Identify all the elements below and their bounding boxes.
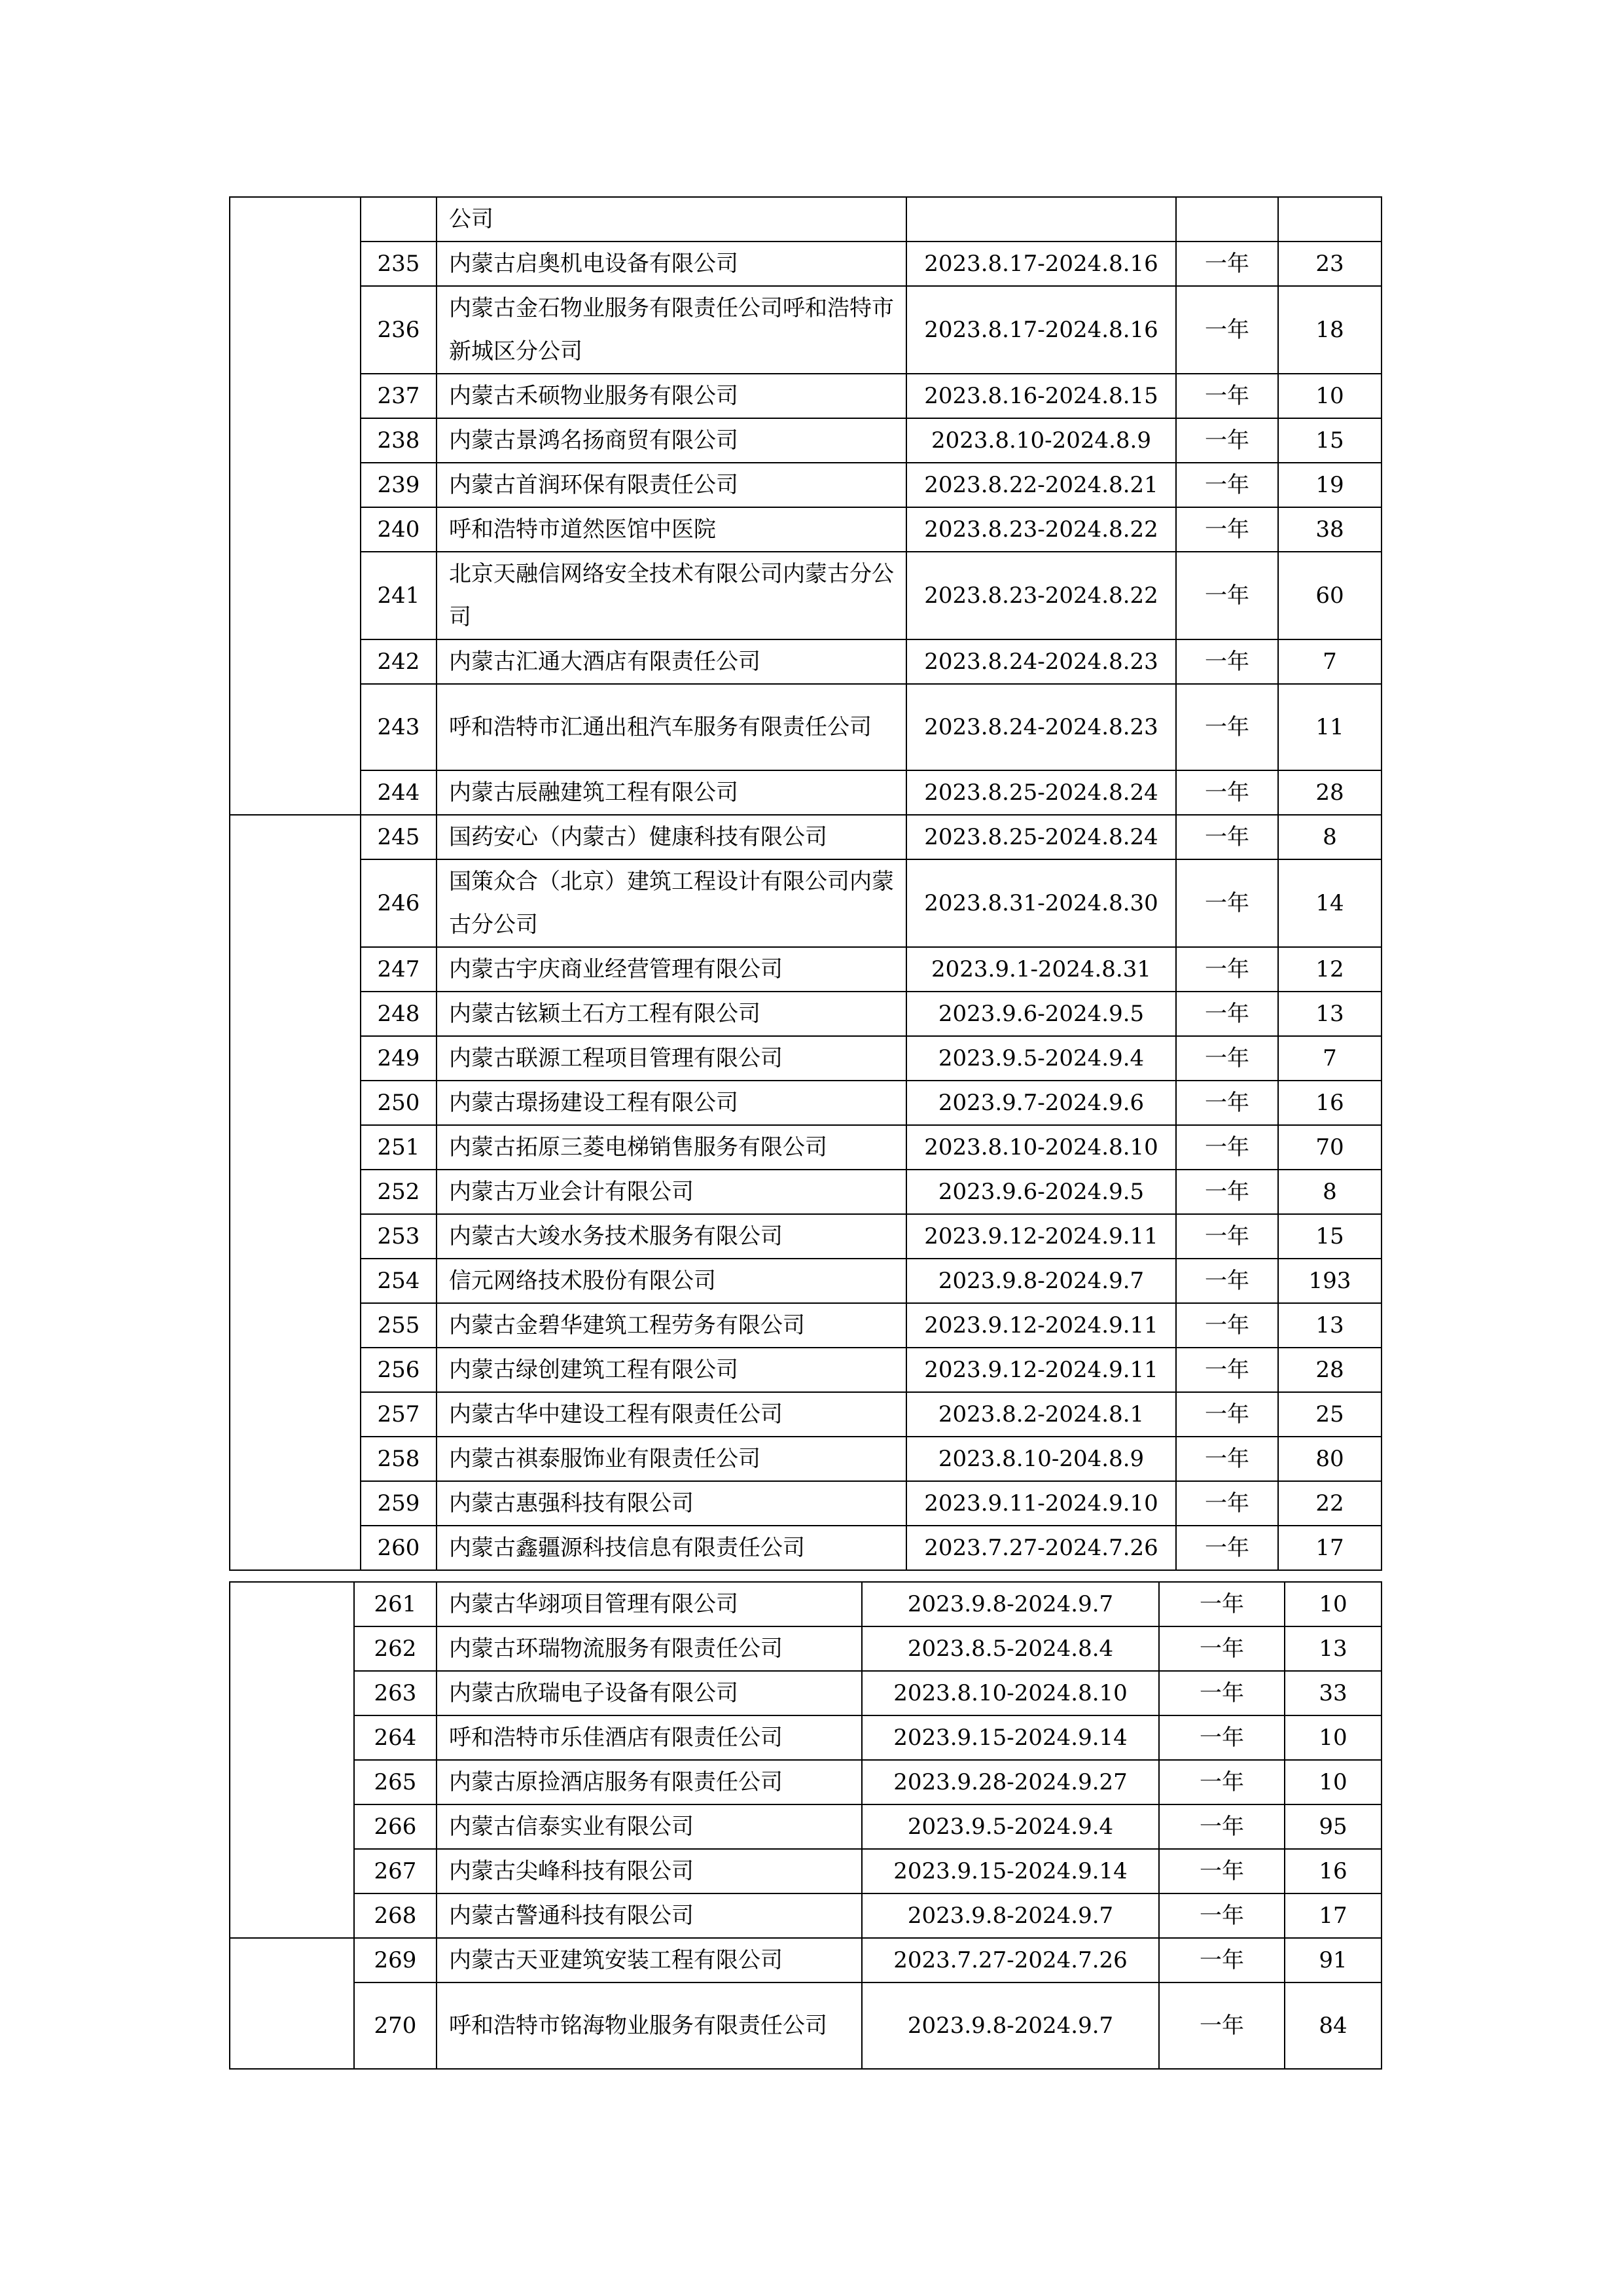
row-number: 249: [361, 1036, 437, 1081]
company-name: 内蒙古华中建设工程有限责任公司: [437, 1392, 906, 1437]
validity-period: 2023.8.10-2024.8.10: [862, 1671, 1159, 1715]
headcount: 28: [1278, 1348, 1382, 1392]
headcount: 7: [1278, 1036, 1382, 1081]
term: 一年: [1176, 1125, 1278, 1170]
company-name: 内蒙古尖峰科技有限公司: [437, 1849, 862, 1893]
company-name: 内蒙古绿创建筑工程有限公司: [437, 1348, 906, 1392]
row-number: 262: [354, 1626, 437, 1671]
term: 一年: [1176, 286, 1278, 374]
headcount: 16: [1278, 1081, 1382, 1125]
row-number: 253: [361, 1214, 437, 1259]
row-number: 254: [361, 1259, 437, 1303]
company-name: 内蒙古大竣水务技术服务有限公司: [437, 1214, 906, 1259]
headcount: 7: [1278, 639, 1382, 684]
term: 一年: [1176, 507, 1278, 552]
row-number: 265: [354, 1760, 437, 1804]
validity-period: 2023.9.5-2024.9.4: [906, 1036, 1176, 1081]
company-name: 内蒙古景鸿名扬商贸有限公司: [437, 418, 906, 463]
headcount: 17: [1278, 1526, 1382, 1570]
table-row: [230, 1626, 1382, 1671]
validity-period: 2023.8.17-2024.8.16: [906, 242, 1176, 286]
table-row: [230, 374, 1382, 418]
company-name: 内蒙古启奥机电设备有限公司: [437, 242, 906, 286]
table-row: [230, 1938, 1382, 1982]
term: 一年: [1176, 947, 1278, 992]
enterprise-table-2: [229, 1581, 1382, 2070]
headcount: 12: [1278, 947, 1382, 992]
headcount: [1278, 197, 1382, 242]
headcount: 13: [1278, 992, 1382, 1036]
validity-period: 2023.9.8-2024.9.7: [906, 1259, 1176, 1303]
company-name: 呼和浩特市汇通出租汽车服务有限责任公司: [437, 684, 906, 770]
validity-period: 2023.9.1-2024.8.31: [906, 947, 1176, 992]
validity-period: 2023.9.12-2024.9.11: [906, 1214, 1176, 1259]
headcount: 17: [1285, 1893, 1382, 1938]
company-name: 内蒙古华翊项目管理有限公司: [437, 1582, 862, 1626]
term: 一年: [1159, 1849, 1285, 1893]
table-row: [230, 1170, 1382, 1214]
row-number: 241: [361, 552, 437, 639]
validity-period: 2023.8.23-2024.8.22: [906, 552, 1176, 639]
company-name: 内蒙古天亚建筑安装工程有限公司: [437, 1938, 862, 1982]
row-number: 237: [361, 374, 437, 418]
validity-period: [906, 197, 1176, 242]
row-number: 245: [361, 815, 437, 859]
validity-period: 2023.9.5-2024.9.4: [862, 1804, 1159, 1849]
row-number: 264: [354, 1715, 437, 1760]
row-number: 248: [361, 992, 437, 1036]
table-row: [230, 1259, 1382, 1303]
company-name: 呼和浩特市道然医馆中医院: [437, 507, 906, 552]
table-row: [230, 1582, 1382, 1626]
table-row: [230, 639, 1382, 684]
term: 一年: [1176, 1259, 1278, 1303]
row-number: 250: [361, 1081, 437, 1125]
term: 一年: [1176, 1392, 1278, 1437]
row-number: 269: [354, 1938, 437, 1982]
table-row: [230, 1392, 1382, 1437]
table-row: [230, 1982, 1382, 2069]
term: 一年: [1159, 1982, 1285, 2069]
headcount: 18: [1278, 286, 1382, 374]
row-number: 243: [361, 684, 437, 770]
headcount: 8: [1278, 815, 1382, 859]
headcount: 10: [1285, 1760, 1382, 1804]
company-name: 内蒙古拓原三菱电梯销售服务有限公司: [437, 1125, 906, 1170]
row-number: 260: [361, 1526, 437, 1570]
headcount: 10: [1285, 1715, 1382, 1760]
term: 一年: [1159, 1938, 1285, 1982]
table-row: [230, 1804, 1382, 1849]
term: 一年: [1176, 1481, 1278, 1526]
table-row: [230, 684, 1382, 770]
row-number: 259: [361, 1481, 437, 1526]
validity-period: 2023.8.10-2024.8.9: [906, 418, 1176, 463]
validity-period: 2023.8.17-2024.8.16: [906, 286, 1176, 374]
company-name: 内蒙古金石物业服务有限责任公司呼和浩特市新城区分公司: [437, 286, 906, 374]
table-row: [230, 947, 1382, 992]
validity-period: 2023.7.27-2024.7.26: [862, 1938, 1159, 1982]
headcount: 22: [1278, 1481, 1382, 1526]
term: 一年: [1176, 1170, 1278, 1214]
row-number: 266: [354, 1804, 437, 1849]
group-cell: [230, 197, 361, 815]
term: 一年: [1176, 1036, 1278, 1081]
company-name: 内蒙古欣瑞电子设备有限公司: [437, 1671, 862, 1715]
validity-period: 2023.9.8-2024.9.7: [862, 1982, 1159, 2069]
table-row: [230, 1481, 1382, 1526]
term: 一年: [1176, 859, 1278, 947]
company-name: 内蒙古金碧华建筑工程劳务有限公司: [437, 1303, 906, 1348]
validity-period: 2023.9.6-2024.9.5: [906, 992, 1176, 1036]
term: 一年: [1176, 418, 1278, 463]
headcount: 15: [1278, 418, 1382, 463]
table-row: [230, 1437, 1382, 1481]
row-number: 261: [354, 1582, 437, 1626]
group-cell: [230, 1582, 354, 1938]
table-row: [230, 992, 1382, 1036]
table-row: [230, 197, 1382, 242]
validity-period: 2023.9.8-2024.9.7: [862, 1582, 1159, 1626]
headcount: 10: [1278, 374, 1382, 418]
company-name: 内蒙古首润环保有限责任公司: [437, 463, 906, 507]
table-row: [230, 1081, 1382, 1125]
company-name: 公司: [437, 197, 906, 242]
company-name: 内蒙古祺泰服饰业有限责任公司: [437, 1437, 906, 1481]
headcount: 23: [1278, 242, 1382, 286]
headcount: 16: [1285, 1849, 1382, 1893]
table-row: [230, 418, 1382, 463]
table-row: [230, 242, 1382, 286]
headcount: 10: [1285, 1582, 1382, 1626]
row-number: 268: [354, 1893, 437, 1938]
term: 一年: [1176, 1081, 1278, 1125]
validity-period: 2023.9.6-2024.9.5: [906, 1170, 1176, 1214]
validity-period: 2023.9.15-2024.9.14: [862, 1715, 1159, 1760]
table-row: [230, 1214, 1382, 1259]
table-row: [230, 1036, 1382, 1081]
term: 一年: [1176, 1348, 1278, 1392]
company-name: 内蒙古万业会计有限公司: [437, 1170, 906, 1214]
validity-period: 2023.9.7-2024.9.6: [906, 1081, 1176, 1125]
validity-period: 2023.8.2-2024.8.1: [906, 1392, 1176, 1437]
company-name: 内蒙古警通科技有限公司: [437, 1893, 862, 1938]
row-number: 246: [361, 859, 437, 947]
table-row: [230, 1526, 1382, 1570]
validity-period: 2023.9.15-2024.9.14: [862, 1849, 1159, 1893]
table-row: [230, 1125, 1382, 1170]
term: 一年: [1159, 1760, 1285, 1804]
table-row: [230, 1893, 1382, 1938]
term: [1176, 197, 1278, 242]
validity-period: 2023.9.8-2024.9.7: [862, 1893, 1159, 1938]
company-name: 内蒙古信泰实业有限公司: [437, 1804, 862, 1849]
headcount: 13: [1278, 1303, 1382, 1348]
row-number: 244: [361, 770, 437, 815]
company-name: 内蒙古原捡酒店服务有限责任公司: [437, 1760, 862, 1804]
term: 一年: [1176, 992, 1278, 1036]
validity-period: 2023.8.22-2024.8.21: [906, 463, 1176, 507]
term: 一年: [1176, 374, 1278, 418]
row-number: [361, 197, 437, 242]
company-name: 呼和浩特市乐佳酒店有限责任公司: [437, 1715, 862, 1760]
row-number: 242: [361, 639, 437, 684]
term: 一年: [1159, 1626, 1285, 1671]
headcount: 25: [1278, 1392, 1382, 1437]
headcount: 15: [1278, 1214, 1382, 1259]
table-row: [230, 1715, 1382, 1760]
row-number: 256: [361, 1348, 437, 1392]
row-number: 251: [361, 1125, 437, 1170]
company-name: 内蒙古鑫疆源科技信息有限责任公司: [437, 1526, 906, 1570]
term: 一年: [1176, 1437, 1278, 1481]
table-row: [230, 815, 1382, 859]
headcount: 84: [1285, 1982, 1382, 2069]
validity-period: 2023.8.23-2024.8.22: [906, 507, 1176, 552]
row-number: 236: [361, 286, 437, 374]
row-number: 239: [361, 463, 437, 507]
group-cell: [230, 1938, 354, 2069]
company-name: 内蒙古辰融建筑工程有限公司: [437, 770, 906, 815]
table-row: [230, 552, 1382, 639]
headcount: 8: [1278, 1170, 1382, 1214]
term: 一年: [1176, 463, 1278, 507]
validity-period: 2023.8.31-2024.8.30: [906, 859, 1176, 947]
row-number: 257: [361, 1392, 437, 1437]
company-name: 呼和浩特市铭海物业服务有限责任公司: [437, 1982, 862, 2069]
validity-period: 2023.8.24-2024.8.23: [906, 684, 1176, 770]
validity-period: 2023.8.25-2024.8.24: [906, 770, 1176, 815]
row-number: 267: [354, 1849, 437, 1893]
company-name: 内蒙古环瑞物流服务有限责任公司: [437, 1626, 862, 1671]
headcount: 13: [1285, 1626, 1382, 1671]
validity-period: 2023.9.11-2024.9.10: [906, 1481, 1176, 1526]
term: 一年: [1176, 639, 1278, 684]
term: 一年: [1176, 684, 1278, 770]
enterprise-table-1: [229, 196, 1382, 1571]
row-number: 258: [361, 1437, 437, 1481]
company-name: 北京天融信网络安全技术有限公司内蒙古分公司: [437, 552, 906, 639]
term: 一年: [1159, 1804, 1285, 1849]
headcount: 80: [1278, 1437, 1382, 1481]
validity-period: 2023.7.27-2024.7.26: [906, 1526, 1176, 1570]
row-number: 255: [361, 1303, 437, 1348]
term: 一年: [1176, 770, 1278, 815]
headcount: 70: [1278, 1125, 1382, 1170]
validity-period: 2023.8.10-2024.8.10: [906, 1125, 1176, 1170]
validity-period: 2023.8.25-2024.8.24: [906, 815, 1176, 859]
headcount: 60: [1278, 552, 1382, 639]
company-name: 内蒙古联源工程项目管理有限公司: [437, 1036, 906, 1081]
table-row: [230, 1671, 1382, 1715]
company-name: 国药安心（内蒙古）健康科技有限公司: [437, 815, 906, 859]
table-row: [230, 770, 1382, 815]
row-number: 252: [361, 1170, 437, 1214]
term: 一年: [1176, 1526, 1278, 1570]
table-row: [230, 286, 1382, 374]
table-row: [230, 859, 1382, 947]
headcount: 38: [1278, 507, 1382, 552]
headcount: 33: [1285, 1671, 1382, 1715]
term: 一年: [1159, 1715, 1285, 1760]
company-name: 内蒙古禾硕物业服务有限公司: [437, 374, 906, 418]
row-number: 270: [354, 1982, 437, 2069]
term: 一年: [1176, 1303, 1278, 1348]
group-cell: [230, 815, 361, 1570]
headcount: 19: [1278, 463, 1382, 507]
term: 一年: [1176, 242, 1278, 286]
term: 一年: [1159, 1671, 1285, 1715]
table-row: [230, 1348, 1382, 1392]
term: 一年: [1159, 1893, 1285, 1938]
row-number: 240: [361, 507, 437, 552]
table-row: [230, 463, 1382, 507]
headcount: 91: [1285, 1938, 1382, 1982]
validity-period: 2023.8.10-204.8.9: [906, 1437, 1176, 1481]
headcount: 95: [1285, 1804, 1382, 1849]
validity-period: 2023.8.5-2024.8.4: [862, 1626, 1159, 1671]
validity-period: 2023.9.12-2024.9.11: [906, 1303, 1176, 1348]
company-name: 内蒙古铉颖土石方工程有限公司: [437, 992, 906, 1036]
table-row: [230, 1303, 1382, 1348]
company-name: 信元网络技术股份有限公司: [437, 1259, 906, 1303]
term: 一年: [1159, 1582, 1285, 1626]
term: 一年: [1176, 552, 1278, 639]
term: 一年: [1176, 815, 1278, 859]
validity-period: 2023.8.16-2024.8.15: [906, 374, 1176, 418]
row-number: 238: [361, 418, 437, 463]
company-name: 国策众合（北京）建筑工程设计有限公司内蒙古分公司: [437, 859, 906, 947]
row-number: 263: [354, 1671, 437, 1715]
validity-period: 2023.9.28-2024.9.27: [862, 1760, 1159, 1804]
table-row: [230, 1849, 1382, 1893]
table-row: [230, 507, 1382, 552]
row-number: 247: [361, 947, 437, 992]
company-name: 内蒙古璟扬建设工程有限公司: [437, 1081, 906, 1125]
headcount: 193: [1278, 1259, 1382, 1303]
row-number: 235: [361, 242, 437, 286]
table-row: [230, 1760, 1382, 1804]
company-name: 内蒙古宇庆商业经营管理有限公司: [437, 947, 906, 992]
headcount: 28: [1278, 770, 1382, 815]
validity-period: 2023.8.24-2024.8.23: [906, 639, 1176, 684]
headcount: 14: [1278, 859, 1382, 947]
term: 一年: [1176, 1214, 1278, 1259]
company-name: 内蒙古惠强科技有限公司: [437, 1481, 906, 1526]
company-name: 内蒙古汇通大酒店有限责任公司: [437, 639, 906, 684]
headcount: 11: [1278, 684, 1382, 770]
validity-period: 2023.9.12-2024.9.11: [906, 1348, 1176, 1392]
